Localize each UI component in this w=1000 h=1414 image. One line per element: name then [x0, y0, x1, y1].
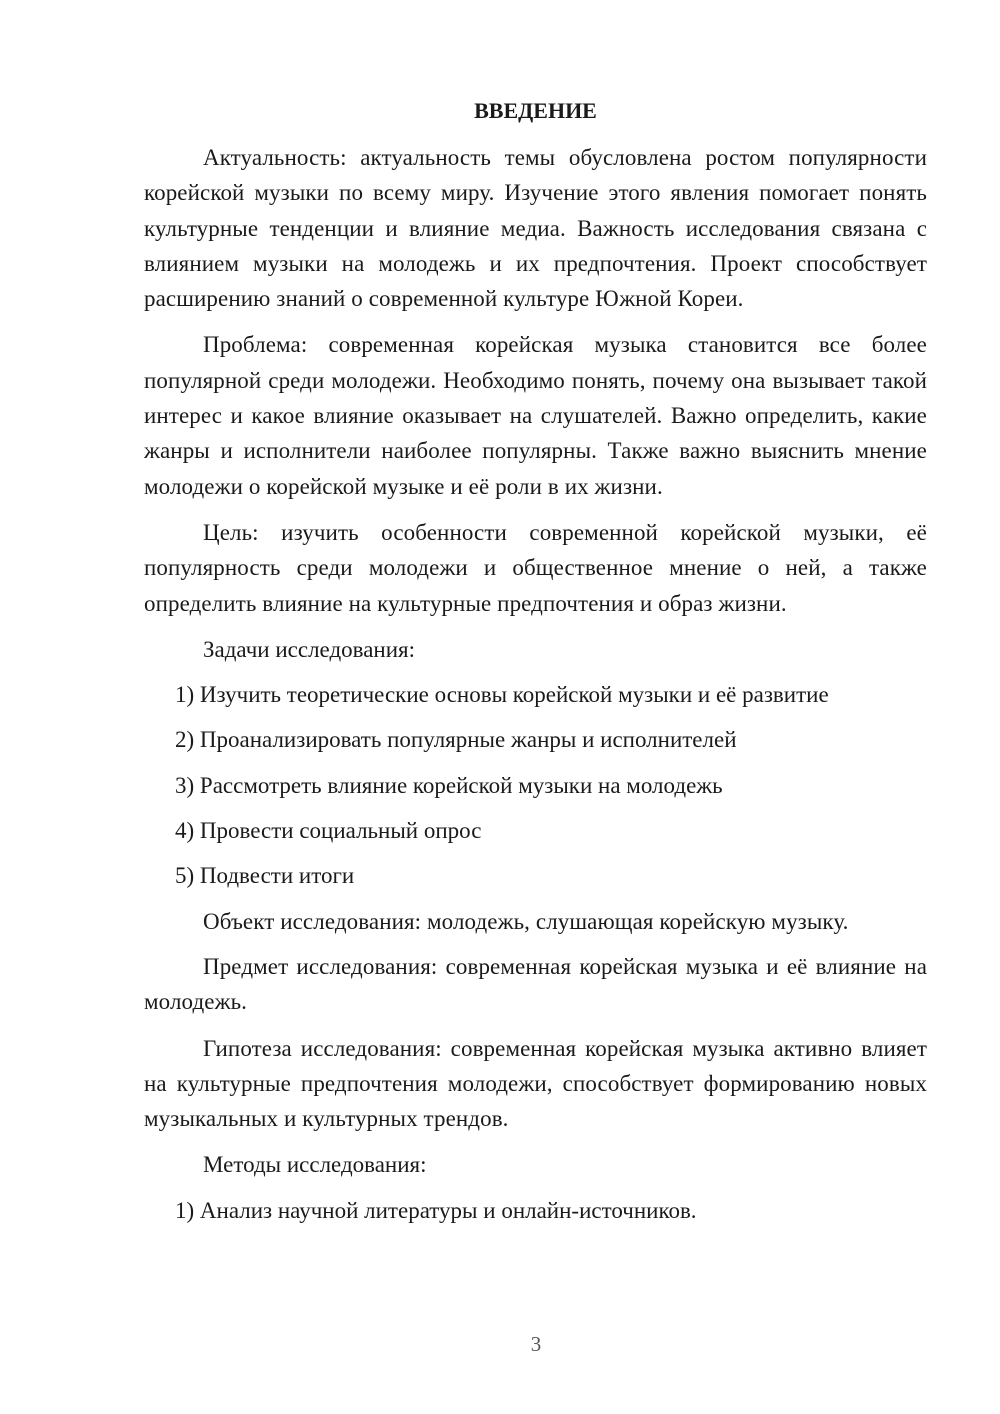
task-item: 4) Провести социальный опрос: [175, 818, 482, 844]
section-heading: ВВЕДЕНИЕ: [474, 98, 597, 123]
relevance-paragraph: Актуальность: актуальность темы обусловлена ростом популярности корейской музыки по всему миру. Изучение этого явления помогает понять культурные тенденции и влияние медиа. Важность исследования связана с влиянием музыки на молодежь и их предпочтения. Проект способствует расширению знаний о современной культуре Южной Кореи.: [144, 145, 927, 312]
tasks-list: [144, 677, 927, 893]
object-paragraph: Объект исследования: молодежь, слушающая корейскую музыку.: [203, 908, 849, 934]
task-item: 1) Изучить теоретические основы корейской музыки и её развитие: [175, 682, 829, 708]
page-number: 3: [530, 1332, 542, 1356]
goal-paragraph: Цель: изучить особенности современной корейской музыки, её популярность среди молодежи и общественное мнение о ней, а также определить влияние на культурные предпочтения и образ жизни.: [144, 519, 927, 616]
task-item: 2) Проанализировать популярные жанры и исполнителей: [175, 727, 737, 753]
hypothesis-paragraph: Гипотеза исследования: современная корейская музыка активно влияет на культурные предпочтения молодежи, способствует формированию новых музыкальных и культурных трендов.: [144, 1035, 927, 1132]
methods-label: Методы исследования:: [203, 1152, 427, 1178]
task-item: 3) Рассмотреть влияние корейской музыки на молодежь: [175, 772, 723, 798]
page-content: [144, 93, 927, 1228]
tasks-label: Задачи исследования:: [203, 636, 416, 662]
methods-list: [144, 1193, 927, 1228]
subject-paragraph: Предмет исследования: современная корейская музыка и её влияние на молодежь.: [144, 953, 927, 1015]
task-item: 5) Подвести итоги: [175, 863, 355, 889]
problem-paragraph: Проблема: современная корейская музыка становится все более популярной среди молодежи. Необходимо понять, почему она вызывает такой интерес и какое влияние оказывает на слушателей. Важно определить, какие жанры и исполнители наиболее популярны. Также важно выяснить мнение молодежи о корейской музыке и её роли в их жизни.: [144, 332, 927, 499]
method-item: 1) Анализ научной литературы и онлайн-источников.: [175, 1197, 697, 1223]
